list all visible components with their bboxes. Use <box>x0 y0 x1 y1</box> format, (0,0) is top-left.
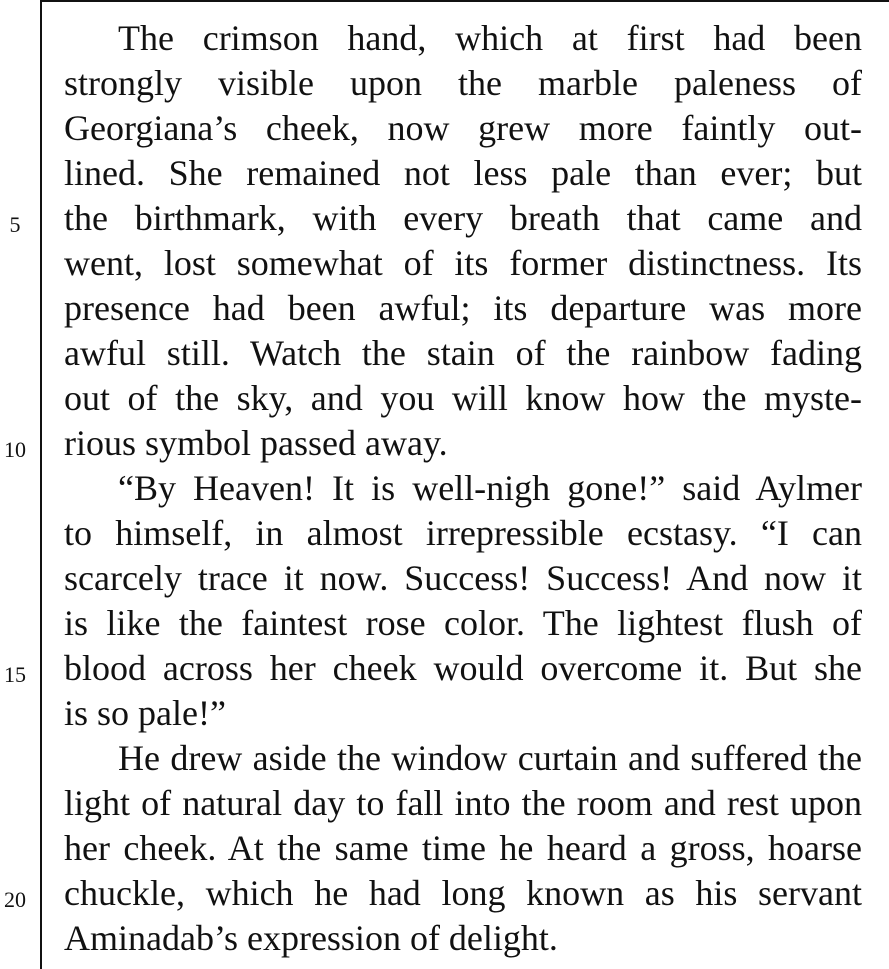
line-number-15: 15 <box>4 662 26 687</box>
passage-line-4: lined. She remained not less pale than ever; but <box>64 153 862 193</box>
passage-line-21: Aminadab’s expression of delight. <box>64 918 558 958</box>
passage-line-15: blood across her cheek would overcome it. But she <box>64 648 862 688</box>
line-number-20: 20 <box>4 887 26 912</box>
passage-line-10: rious symbol passed away. <box>64 423 448 463</box>
passage-line-14: is like the faintest rose color. The lightest flush of <box>64 603 862 643</box>
passage-line-2: strongly visible upon the marble paleness of <box>64 63 862 103</box>
passage-line-12: to himself, in almost irrepressible ecstasy. “I can <box>64 513 862 553</box>
line-number-10: 10 <box>4 437 26 462</box>
passage-line-7: presence had been awful; its departure was more <box>64 288 862 328</box>
passage-line-3: Georgiana’s cheek, now grew more faintly out- <box>64 108 862 148</box>
passage-line-18: light of natural day to fall into the room and rest upon <box>64 783 862 823</box>
passage-line-17: He drew aside the window curtain and suffered the <box>118 738 862 778</box>
passage-line-20: chuckle, which he had long known as his servant <box>64 873 862 913</box>
passage-line-11: “By Heaven! It is well-nigh gone!” said Aylmer <box>118 468 862 508</box>
passage-line-9: out of the sky, and you will know how the myste- <box>64 378 862 418</box>
line-number-5: 5 <box>9 212 21 237</box>
passage-line-19: her cheek. At the same time he heard a gross, hoarse <box>64 828 862 868</box>
passage-line-6: went, lost somewhat of its former distinctness. Its <box>64 243 862 283</box>
passage-line-13: scarcely trace it now. Success! Success! And now it <box>64 558 862 598</box>
passage-line-16: is so pale!” <box>64 693 226 733</box>
passage-line-8: awful still. Watch the stain of the rainbow fading <box>64 333 862 373</box>
passage-line-1: The crimson hand, which at first had been <box>118 18 862 58</box>
passage-line-5: the birthmark, with every breath that came and <box>64 198 862 238</box>
